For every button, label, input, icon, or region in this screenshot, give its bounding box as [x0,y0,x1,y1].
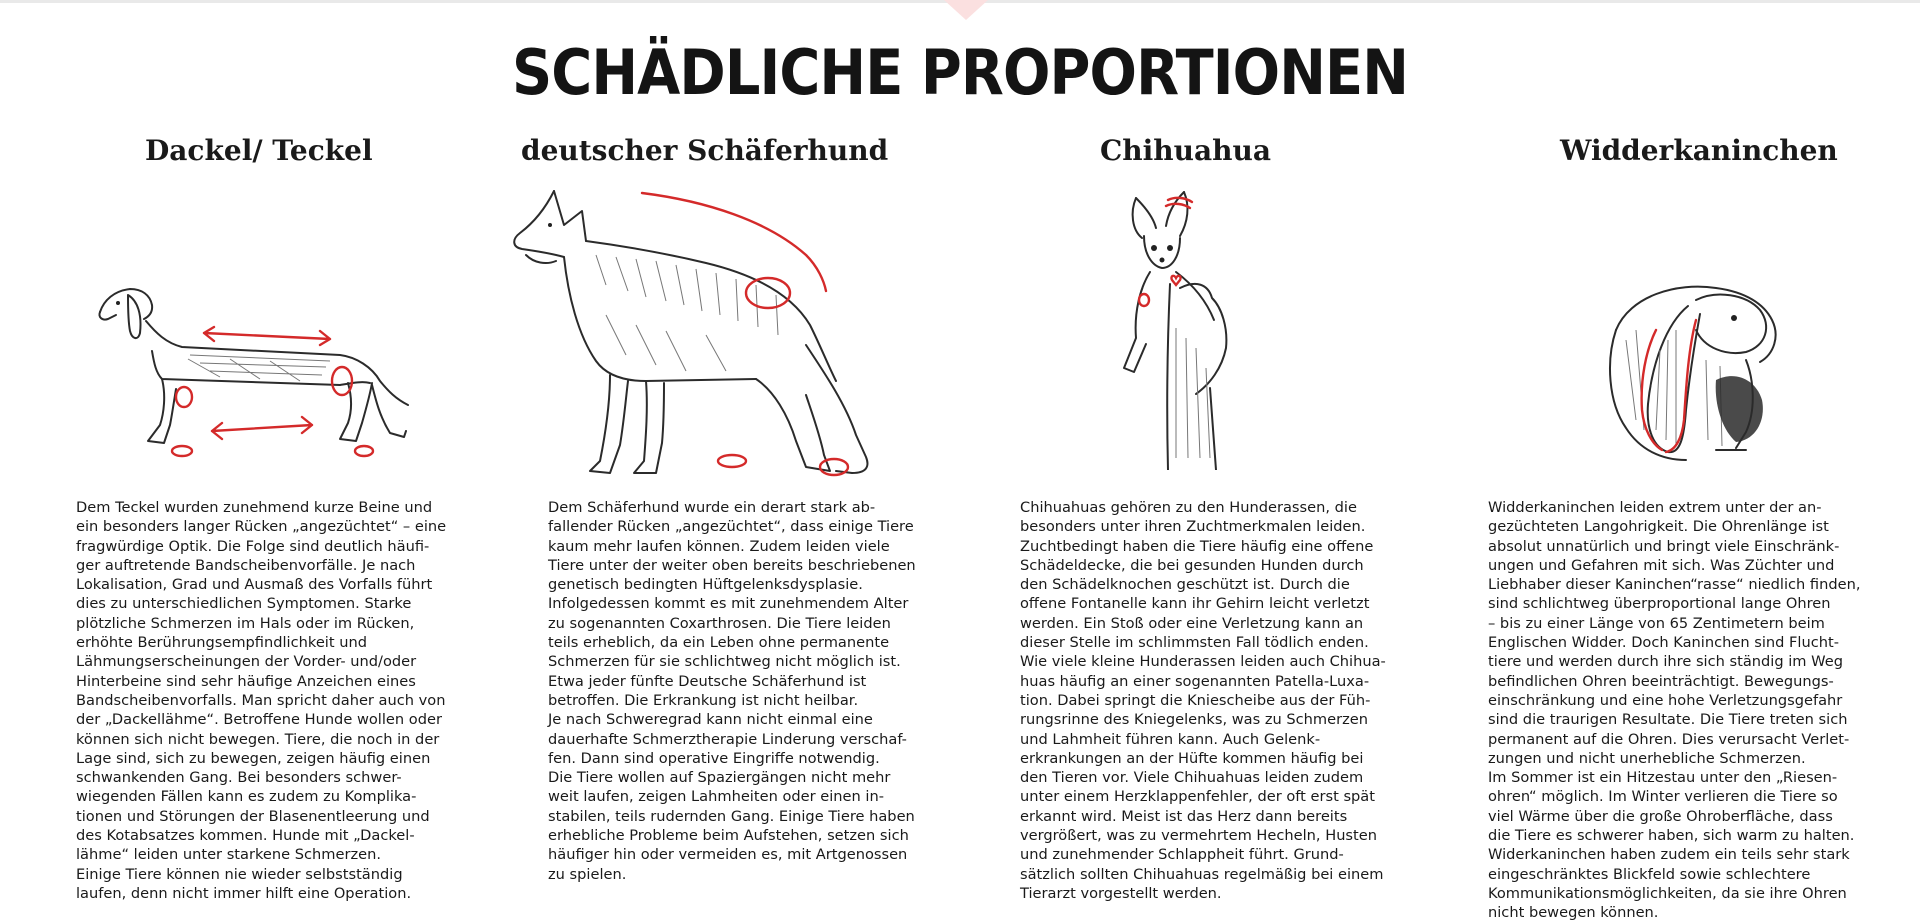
heading-german-shepherd: deutscher Schäferhund [521,134,889,167]
column-dachshund [0,0,470,915]
text-chihuahua: Chihuahuas gehören zu den Hunderassen, die besonders unter ihren Zuchtmerkmalen leiden. Zuchtbedingt haben die Tiere häufig eine offene Schädeldecke, die bei gesunden Hunden durch den Schädelknochen geschützt ist. Durch die offene Fontanelle kann ihr Gehirn leicht verletzt werden. Ein Stoß oder eine Verletzung kann an dieser Stelle im schlimmsten Fall tödlich enden. Wie viele kleine Hunderassen leiden auch Chihua- huas häufig an einer sogenannten Patella-Luxa- tion. Dabei springt die Kniescheibe aus der Füh- rungsrinne des Kniegelenks, was zu Schmerzen und Lahmheit führen kann. Auch Gelenk- erkrankungen an der Hüfte kommen häufig bei den Tieren vor. Viele Chihuahuas leiden zudem unter einem Herzklappenfehler, der oft erst spät erkannt wird. Meist ist das Herz dann bereits vergrößert, was zu vermehrtem Hecheln, Husten und zunehmender Schlappheit führt. Grund- sätzlich sollten Chihuahuas regelmäßig bei einem Tierarzt vorgestellt werden. [1020,499,1386,902]
heading-dachshund: Dackel/ Teckel [145,134,373,167]
column-lop-rabbit [1420,0,1920,922]
lop-rabbit-illustration [1596,270,1796,470]
text-german-shepherd: Dem Schäferhund wurde ein derart stark ab- fallender Rücken „angezüchtet“, dass einige Tiere kaum mehr laufen können. Zudem leiden viele Tiere unter der weiter oben bereits beschriebenen genetisch bedingten Hüftgelenksdysplasie. Infolgedessen kommt es mit zunehmendem Alter zu sogenannten Coxarthrosen. Die Tiere leiden teils erheblich, da ein Leben ohne permanente Schmerzen für sie schlichtweg nicht möglich ist. Etwa jeder fünfte Deutsche Schäferhund ist betroffen. Die Erkrankung ist nicht heilbar. Je nach Schweregrad kann nicht einmal eine dauerhafte Schmerztherapie Linderung verschaf- fen. Dann sind operative Eingriffe notwendig. Die Tiere wollen auf Spaziergängen nicht mehr weit laufen, zeigen Lahmheiten oder einen in- stabilen, teils rudernden Gang. Einige Tiere haben erhebliche Probleme beim Aufstehen, setzen sich häufiger hin oder vermeiden es, mit Artgenossen zu spielen. [548,499,916,883]
heading-chihuahua: Chihuahua [1100,134,1271,167]
text-lop-rabbit: Widderkaninchen leiden extrem unter der an- gezüchteten Langohrigkeit. Die Ohrenlänge ist absolut unnatürlich und bringt viele Einschränk- ungen und Gefahren mit sich. Was Züchter und Liebhaber dieser Kaninchen“rasse“ niedlich finden, sind schlichtweg überproportional lange Ohren – bis zu einer Länge von 65 Zentimetern beim Englischen Widder. Doch Kaninchen sind Flucht- tiere und werden durch ihre sich ständig im Weg befindlichen Ohren beeinträchtigt. Bewegungs- einschränkung und eine hohe Verletzungsgefahr sind die traurigen Resultate. Die Tiere treten sich permanent auf die Ohren. Dies verursacht Verlet- zungen und nicht unerhebliche Schmerzen. Im Sommer ist ein Hitzestau unter den „Riesen- ohren“ möglich. Im Winter verlieren die Tiere so viel Wärme über die große Ohroberfläche, dass die Tiere es schwerer haben, sich warm zu halten. Widerkaninchen haben zudem ein teils sehr stark eingeschränktes Blickfeld sowie schlechtere Kommunikationsmöglichkeiten, da sie ihre Ohren nicht bewegen können. [1488,499,1861,922]
heading-lop-rabbit: Widderkaninchen [1560,134,1838,167]
column-chihuahua [950,0,1420,915]
page-title: SCHÄDLICHE PROPORTIONEN [511,36,1409,109]
chihuahua-illustration [1110,188,1270,470]
column-german-shepherd [470,0,950,915]
dachshund-illustration [90,255,410,465]
text-dachshund: Dem Teckel wurden zunehmend kurze Beine und ein besonders langer Rücken „angezüchtet“ – eine fragwürdige Optik. Die Folge sind deutlich häufi- ger auftretende Bandscheibenvorfälle. Je nach Lokalisation, Grad und Ausmaß des Vorfalls führt dies zu unterschiedlichen Symptomen. Starke plötzliche Schmerzen im Hals oder im Rücken, erhöhte Berührungsempfindlichkeit und Lähmungserscheinungen der Vorder- und/oder Hinterbeine sind sehr häufige Anzeichen eines Bandscheibenvorfalls. Man spricht daher auch von der „Dackellähme“. Betroffene Hunde wollen oder können sich nicht bewegen. Tiere, die noch in der Lage sind, sich zu bewegen, zeigen häufig einen schwankenden Gang. Bei besonders schwer- wiegenden Fällen kann es zudem zu Komplika- tionen und Störungen der Blasenentleerung und des Kotabsatzes kommen. Hunde mit „Dackel- lähme“ leiden unter starkene Schmerzen. Einige Tiere können nie wieder selbstständig laufen, denn nicht immer hilft eine Operation. [76,499,447,902]
german-shepherd-illustration [506,185,936,485]
